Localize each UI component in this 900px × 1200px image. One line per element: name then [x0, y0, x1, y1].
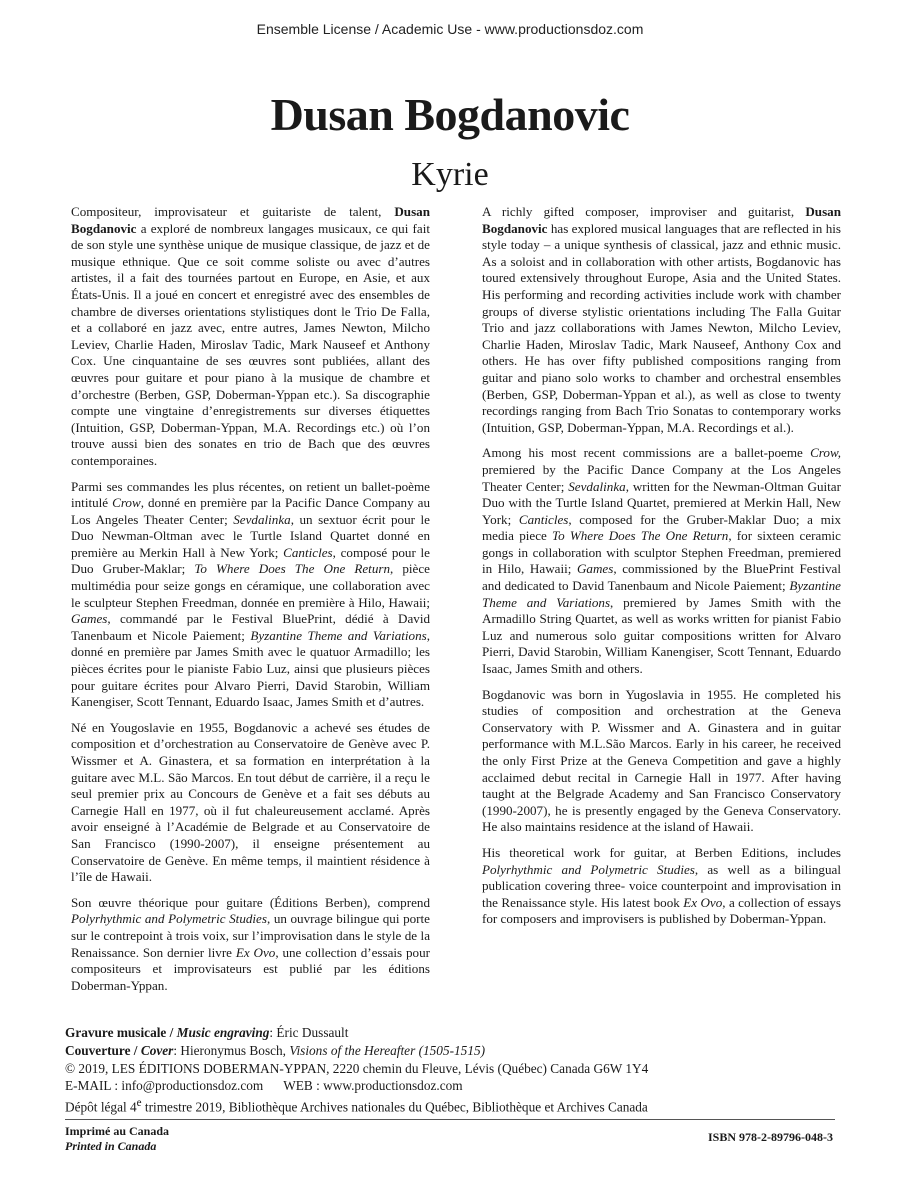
text-run: , for sixteen ceramic gongs in collaboration with sculptor Stephen Freedman, premiered in Hilo, Hawaii;	[482, 528, 841, 577]
web-text: WEB : www.productionsdoz.com	[283, 1078, 463, 1094]
cover-credit	[65, 1042, 845, 1060]
text-run: , a collection of essays for composers and improvisers is published by Doberman-Yppan.	[482, 894, 841, 927]
italic-title: Sevdalinka	[233, 511, 291, 527]
legal-suffix: trimestre 2019, Bibliothèque Archives nationales du Québec, Bibliothèque et Archives Canada	[141, 1099, 648, 1115]
text-run: , pièce multimédia pour seize gongs en céramique, une collaboration avec le sculpteur Stephen Freedman, donnée en première à Hilo, Hawaii;	[71, 561, 430, 610]
legal-superscript: e	[136, 1097, 142, 1110]
french-biography-column	[71, 204, 430, 1003]
text-run: , commissioned by the BluePrint Festival and dedicated to David Tanenbaum and Nicole Paiement;	[482, 561, 841, 594]
legal-prefix: Dépôt légal 4	[65, 1099, 137, 1115]
composer-name: Dusan Bogdanovic	[270, 89, 630, 140]
cover-artwork-title: Visions of the Hereafter (1505-1515)	[289, 1042, 486, 1058]
italic-title: Polyrhythmic and Polymetric Studies	[71, 911, 267, 927]
text-run: His theoretical work for guitar, at Berben Editions, includes	[482, 844, 841, 860]
cover-label-fr: Couverture /	[65, 1042, 138, 1058]
copyright-line: © 2019, LES ÉDITIONS DOBERMAN-YPPAN, 2220 chemin du Fleuve, Lévis (Québec) Canada G6W 1Y4	[65, 1060, 649, 1076]
text-run: , commandé par le Festival BluePrint, dédié à David Tanenbaum et Nicole Paiement;	[71, 611, 430, 643]
english-paragraph	[482, 445, 841, 677]
text-run: a exploré de nombreux langages musicaux, ce qui fait de son style une synthèse unique de musique classique, de jazz et de musique ethnique. Que ce soit comme soliste ou avec d’autres artistes, il a fait des tournées partout en Europe, en Asie, et aux États-Unis. Il a joué en concert et enregistré avec des ensembles de chambre de diverses orientations stylistiques dont le Trio De Falla, et a collaboré en jazz avec, entre autres, James Newton, Milcho Leviev, Charlie Haden, Miroslav Tadic, Mark Nauseef et Anthony Cox. Une cinquantaine de ses œuvres sont publiées, allant des œuvres pour guitare et pour piano à la musique de chambre et d’orchestre (Berben, GSP, Doberman-Yppan etc.). Sa discographie compte une vingtaine d’enregistrements sur diverses étiquettes (Intuition, GSP, Doberman-Yppan, M.A. Recordings etc.) où l’on trouve aussi bien des sonates en trio de Bach que des œuvres contemporaines.	[71, 220, 430, 468]
contact-line	[65, 1077, 845, 1095]
bold-name: Dusan Bogdanovic	[71, 204, 430, 236]
email-text: E-MAIL : info@productionsdoz.com	[65, 1078, 264, 1094]
text-run: A richly gifted composer, improviser and guitarist,	[482, 204, 806, 219]
text-run: , composed for the Gruber-Maklar Duo; a mix media piece	[482, 511, 841, 544]
text-run: Among his most recent commissions are a ballet-poeme	[482, 445, 811, 461]
english-paragraph	[482, 687, 841, 836]
italic-title: Crow,	[810, 445, 841, 461]
engraving-value: : Éric Dussault	[269, 1025, 349, 1040]
english-paragraph	[482, 845, 841, 928]
text-run: , un sextuor écrit pour le Duo Newman-Oltman avec le Turtle Island Quartet donné en première au Merkin Hall à New York;	[71, 511, 430, 560]
text-run: Parmi ses commandes les plus récentes, on retient un ballet-poème intitulé	[71, 478, 430, 511]
legal-deposit-line	[65, 1095, 845, 1116]
cover-value: : Hieronymus Bosch,	[173, 1042, 286, 1058]
text-run: Son œuvre théorique pour guitare (Éditions Berben), comprend	[71, 894, 430, 910]
engraving-label-fr: Gravure musicale /	[65, 1025, 174, 1040]
text-run: has explored musical languages that are reflected in his style today – a unique synthesis of classical, jazz and ethnic music. As a soloist and in collaboration with other artists, Bogdanovic has toured extensively throughout Europe, Asia and the United States. His performing and recording activities include work with chamber groups of diverse stylistic orientations including The Falla Guitar Trio and jazz collaborations with James Newton, Milcho Leviev, Charlie Haden, Miroslav Tadic, Mark Nauseef, Anthony Cox and others. He has over fifty published compositions ranging from guitar and piano solo works to chamber and orchestral ensembles (Berben, GSP, Doberman-Yppan et al.), as well as close to twenty recordings ranging from Bach Trio Sonatas to contemporary works (Intuition, GSP, Doberman-Yppan, M.A. Recordings et al.).	[482, 220, 841, 435]
isbn-number: ISBN 978-2-89796-048-3	[708, 1130, 833, 1144]
work-title: Kyrie	[411, 156, 489, 193]
text-run: premiered by the Pacific Dance Company at the Los Angeles Theater Center;	[482, 461, 841, 494]
french-paragraph	[71, 720, 430, 886]
italic-title: Ex Ovo	[683, 894, 723, 910]
italic-title: Canticles	[283, 544, 333, 560]
french-paragraph	[71, 204, 430, 470]
text-run: Bogdanovic was born in Yugoslavia in 1955. He completed his studies of composition and orchestration at the Geneva Conservatory with P. Wissmer and A. Ginastera and in guitar performance with M.L.São Marcos. Early in his career, he received the only First Prize at the Geneva Competition and gave a highly acclaimed debut recital in Carnegie Hall in 1977. After having taught at the Belgrade Academy and San Francisco Conservatory (1990-2007), he is presently engaged by the Geneva Conservatory. He also maintains residence at the island of Hawaii.	[482, 686, 841, 835]
credits-block	[65, 1024, 845, 1116]
italic-title: Ex Ovo	[235, 944, 276, 960]
printed-in-canada	[65, 1124, 169, 1154]
italic-title: Games	[576, 561, 614, 577]
text-run: , donné en première par James Smith avec le quatuor Armadillo; les pièces écrites pour le pianiste Fabio Luz, ainsi que plusieurs pièces pour guitare écrites pour Alvaro Pierri, David Starobin, William Kanengiser, Scott Tennant, Eduardo Isaac, James Smith et d’autres.	[71, 627, 430, 710]
italic-title: To Where Does The One Return	[194, 561, 391, 577]
text-run: , premiered by James Smith with the Armadillo String Quartet, as well as works written for pianist Fabio Luz and numerous solo guitar compositions written for Alvaro Pierri, David Starobin, William Kanengiser, Scott Tennant, Eduardo Isaac, James Smith and others.	[482, 594, 841, 677]
text-run: , composé pour le Duo Gruber-Maklar;	[71, 544, 430, 577]
italic-title: To Where Does The One Return	[552, 528, 729, 544]
printed-en: Printed in Canada	[65, 1139, 157, 1153]
bold-name: Dusan Bogdanovic	[482, 204, 841, 236]
text-run: Compositeur, improvisateur et guitariste de talent,	[71, 204, 395, 219]
italic-title: Games	[71, 611, 108, 627]
english-biography-column	[482, 204, 841, 937]
italic-title: Byzantine Theme and Variations	[482, 578, 841, 610]
italic-title: Byzantine Theme and Variations	[250, 627, 427, 643]
cover-label-en: Cover	[140, 1042, 174, 1058]
text-run: , as well as a bilingual publication covering three- voice counterpoint and improvisation in the Renaissance style. His latest book	[482, 861, 841, 910]
text-run: , une collection d’essais pour compositeurs et improvisateurs est publié par les éditions Doberman-Yppan.	[71, 944, 430, 993]
italic-title: Canticles	[518, 511, 569, 527]
license-notice: Ensemble License / Academic Use - www.productionsdoz.com	[256, 21, 644, 37]
text-run: , written for the Newman-Oltman Guitar Duo with the Turtle Island Quartet, premiered at Merkin Hall, New York;	[482, 478, 841, 527]
english-paragraph	[482, 204, 841, 436]
engraving-credit	[65, 1024, 845, 1042]
italic-title: Sevdalinka	[568, 478, 626, 494]
engraving-label-en: Music engraving	[176, 1025, 270, 1040]
french-paragraph	[71, 479, 430, 711]
printed-fr: Imprimé au Canada	[65, 1124, 170, 1138]
french-paragraph	[71, 895, 430, 995]
italic-title: Polyrhythmic and Polymetric Studies	[482, 861, 695, 877]
text-run: , donné en première par la Pacific Dance Company au Los Angeles Theater Center;	[71, 495, 430, 527]
text-run: Né en Yougoslavie en 1955, Bogdanovic a achevé ses études de composition et d’orchestration au Conservatoire de Genève avec P. Wissmer et A. Ginastera, et sa formation en interprétation à la guitare avec M.L. São Marcos. En tout début de carrière, il a reçu le seul premier prix au Concours de Genève et a fait ses débuts au Carnegie Hall en 1977, où il fut chaleureusement acclamé. Après avoir enseigné à l’Académie de Belgrade et au Conservatoire de San Francisco (1990-2007), il enseigne présentement au Conservatoire de Genève. En même temps, il maintient résidence à l’île de Hawaii.	[71, 719, 430, 885]
footer-divider	[65, 1119, 835, 1120]
italic-title: Crow	[112, 495, 141, 511]
text-run: , un ouvrage bilingue qui porte sur le contrepoint à trois voix, sur l’improvisation dans le style de la Renaissance. Son dernier livre	[71, 911, 430, 960]
